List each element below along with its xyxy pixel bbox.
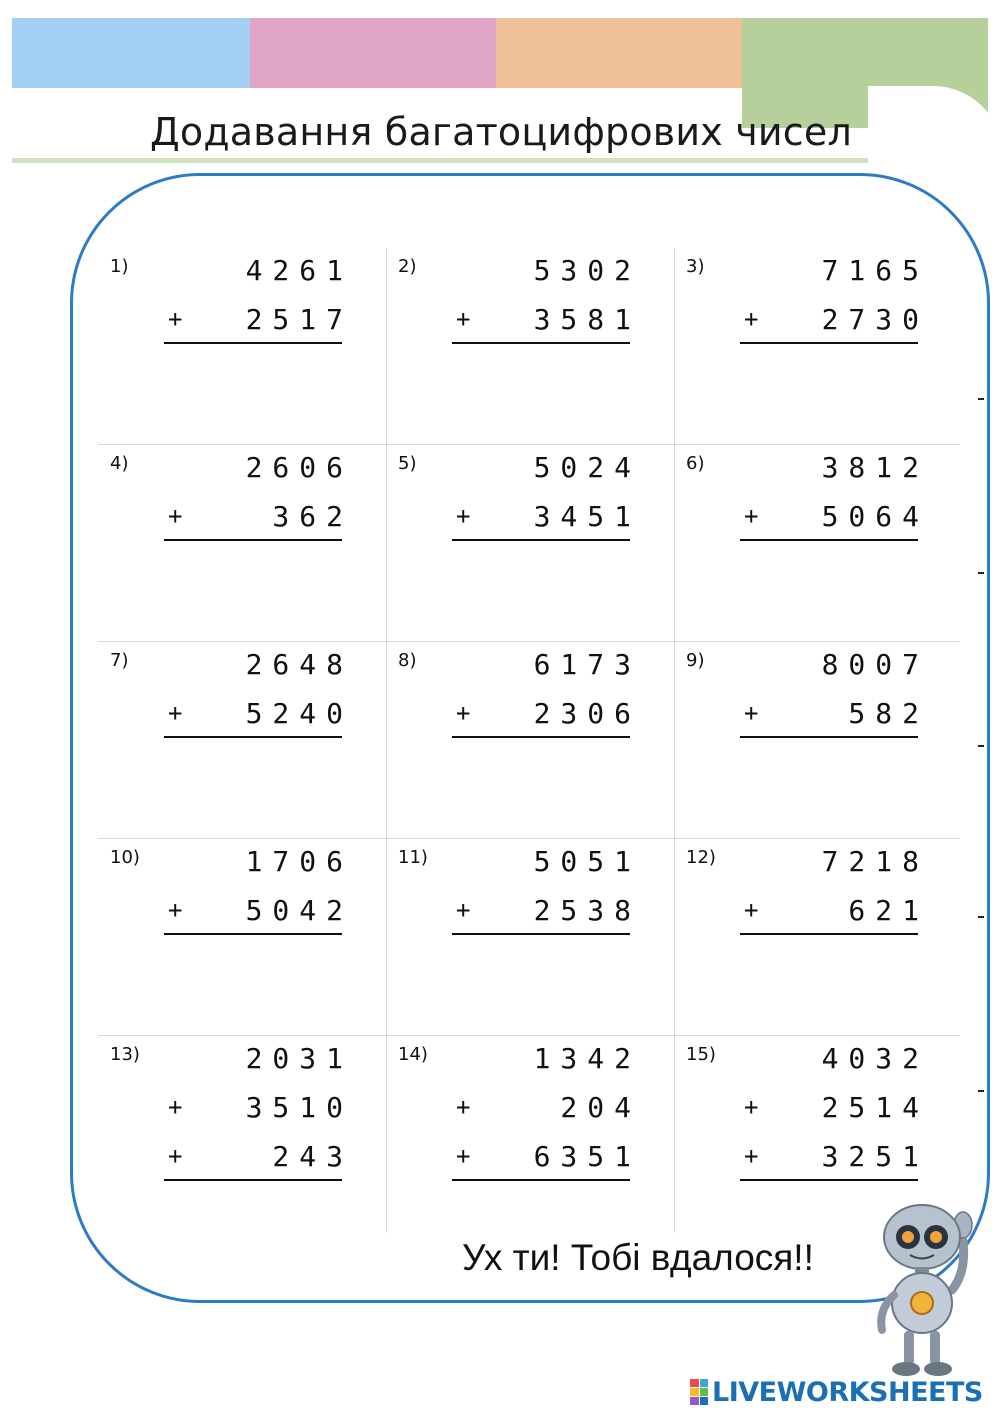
plus-sign: + bbox=[456, 502, 471, 530]
addend-first bbox=[744, 447, 929, 487]
addend-digits: 5064 bbox=[821, 499, 929, 533]
plus-sign: + bbox=[744, 1093, 759, 1121]
addend-first bbox=[168, 250, 353, 290]
plus-sign: + bbox=[744, 699, 759, 727]
sum-line bbox=[452, 933, 630, 935]
addend-digits: 2648 bbox=[245, 647, 353, 681]
addend-row bbox=[456, 1136, 641, 1176]
addend-digits: 8007 bbox=[821, 647, 929, 681]
problem-cell bbox=[98, 839, 386, 1036]
plus-sign: + bbox=[168, 1093, 183, 1121]
addend-row bbox=[744, 890, 929, 930]
problem-cell bbox=[386, 1036, 674, 1233]
addend-digits: 7165 bbox=[821, 253, 929, 287]
plus-sign: + bbox=[744, 896, 759, 924]
sum-line bbox=[164, 736, 342, 738]
addend-row bbox=[168, 693, 353, 733]
addend-digits: 7218 bbox=[821, 844, 929, 878]
plus-sign: + bbox=[744, 502, 759, 530]
problem-number: 10) bbox=[110, 847, 140, 868]
addend-first bbox=[456, 447, 641, 487]
addend-digits: 4261 bbox=[245, 253, 353, 287]
addend-digits: 5024 bbox=[533, 450, 641, 484]
addend-digits: 3510 bbox=[245, 1090, 353, 1124]
header-color-bar-orange bbox=[496, 18, 742, 88]
sum-line bbox=[740, 342, 918, 344]
addend-first bbox=[168, 447, 353, 487]
addend-row bbox=[168, 890, 353, 930]
addend-row bbox=[168, 299, 353, 339]
sum-line bbox=[740, 933, 918, 935]
problem-number: 8) bbox=[398, 650, 417, 671]
success-message: Ух ти! Тобі вдалося!! bbox=[462, 1237, 814, 1278]
problem-number: 13) bbox=[110, 1044, 140, 1065]
addend-digits: 1342 bbox=[533, 1041, 641, 1075]
addend-digits: 5302 bbox=[533, 253, 641, 287]
problem-cell bbox=[98, 248, 386, 445]
addend-digits: 3451 bbox=[533, 499, 641, 533]
problem-cell bbox=[386, 248, 674, 445]
liveworksheets-logo bbox=[690, 1375, 983, 1409]
addend-digits: 2031 bbox=[245, 1041, 353, 1075]
problem-number: 6) bbox=[686, 453, 705, 474]
problem-number: 4) bbox=[110, 453, 129, 474]
sum-line bbox=[164, 1179, 342, 1181]
addend-row bbox=[456, 693, 641, 733]
problem-cell bbox=[674, 839, 962, 1036]
sum-line bbox=[740, 1179, 918, 1181]
sum-line bbox=[452, 539, 630, 541]
addend-first bbox=[168, 644, 353, 684]
plus-sign: + bbox=[168, 502, 183, 530]
edge-tick bbox=[978, 1090, 984, 1092]
plus-sign: + bbox=[168, 1142, 183, 1170]
addend-digits: 2517 bbox=[245, 302, 353, 336]
plus-sign: + bbox=[456, 305, 471, 333]
addend-first bbox=[456, 250, 641, 290]
problem-grid bbox=[98, 248, 943, 1200]
plus-sign: + bbox=[168, 896, 183, 924]
plus-sign: + bbox=[744, 305, 759, 333]
edge-tick bbox=[978, 745, 984, 747]
edge-tick bbox=[978, 916, 984, 918]
sum-line bbox=[164, 539, 342, 541]
sum-line bbox=[164, 933, 342, 935]
addend-digits: 2514 bbox=[821, 1090, 929, 1124]
waving-robot-icon bbox=[860, 1195, 990, 1385]
addend-row bbox=[168, 1136, 353, 1176]
liveworksheets-logo-icon bbox=[690, 1379, 708, 1405]
addend-digits: 5240 bbox=[245, 696, 353, 730]
addend-row bbox=[744, 693, 929, 733]
problem-number: 2) bbox=[398, 256, 417, 277]
edge-tick bbox=[978, 572, 984, 574]
problem-cell bbox=[98, 1036, 386, 1233]
addend-row bbox=[456, 1087, 641, 1127]
sum-line bbox=[452, 1179, 630, 1181]
plus-sign: + bbox=[456, 1093, 471, 1121]
sum-line bbox=[164, 342, 342, 344]
addend-row bbox=[744, 1087, 929, 1127]
problem-number: 1) bbox=[110, 256, 129, 277]
problem-cell bbox=[386, 839, 674, 1036]
addend-first bbox=[456, 1038, 641, 1078]
addend-digits: 2306 bbox=[533, 696, 641, 730]
plus-sign: + bbox=[456, 896, 471, 924]
addend-digits: 204 bbox=[560, 1090, 641, 1124]
addend-digits: 3581 bbox=[533, 302, 641, 336]
addend-row bbox=[168, 496, 353, 536]
addend-digits: 362 bbox=[272, 499, 353, 533]
sum-line bbox=[740, 539, 918, 541]
addend-digits: 2538 bbox=[533, 893, 641, 927]
addend-row bbox=[456, 890, 641, 930]
plus-sign: + bbox=[456, 699, 471, 727]
addend-row bbox=[456, 299, 641, 339]
addend-first bbox=[744, 250, 929, 290]
addend-digits: 6173 bbox=[533, 647, 641, 681]
problem-number: 15) bbox=[686, 1044, 716, 1065]
addend-digits: 4032 bbox=[821, 1041, 929, 1075]
addend-first bbox=[744, 644, 929, 684]
addend-digits: 621 bbox=[848, 893, 929, 927]
addend-first bbox=[168, 841, 353, 881]
problem-number: 3) bbox=[686, 256, 705, 277]
addend-digits: 243 bbox=[272, 1139, 353, 1173]
addend-digits: 6351 bbox=[533, 1139, 641, 1173]
addend-first bbox=[456, 644, 641, 684]
problem-number: 12) bbox=[686, 847, 716, 868]
problem-cell bbox=[674, 642, 962, 839]
title-underline bbox=[12, 158, 987, 163]
problem-cell bbox=[386, 445, 674, 642]
header-color-bar-blue bbox=[12, 18, 250, 88]
problem-cell bbox=[98, 642, 386, 839]
addend-first bbox=[168, 1038, 353, 1078]
problem-cell bbox=[674, 248, 962, 445]
addend-digits: 1706 bbox=[245, 844, 353, 878]
header-color-bar-pink bbox=[250, 18, 496, 88]
addend-digits: 3251 bbox=[821, 1139, 929, 1173]
addend-row bbox=[744, 496, 929, 536]
problem-cell bbox=[386, 642, 674, 839]
problem-cell bbox=[674, 445, 962, 642]
problem-number: 7) bbox=[110, 650, 129, 671]
problem-number: 14) bbox=[398, 1044, 428, 1065]
liveworksheets-logo-text: LIVEWORKSHEETS bbox=[712, 1376, 983, 1408]
problem-number: 11) bbox=[398, 847, 428, 868]
plus-sign: + bbox=[456, 1142, 471, 1170]
addend-digits: 2730 bbox=[821, 302, 929, 336]
addend-digits: 3812 bbox=[821, 450, 929, 484]
sum-line bbox=[740, 736, 918, 738]
addend-digits: 2606 bbox=[245, 450, 353, 484]
addend-row bbox=[744, 299, 929, 339]
problem-number: 9) bbox=[686, 650, 705, 671]
problem-cell bbox=[98, 445, 386, 642]
addend-row bbox=[168, 1087, 353, 1127]
sum-line bbox=[452, 736, 630, 738]
plus-sign: + bbox=[168, 699, 183, 727]
plus-sign: + bbox=[168, 305, 183, 333]
addend-row bbox=[744, 1136, 929, 1176]
addend-row bbox=[456, 496, 641, 536]
sum-line bbox=[452, 342, 630, 344]
problem-number: 5) bbox=[398, 453, 417, 474]
addend-first bbox=[744, 1038, 929, 1078]
plus-sign: + bbox=[744, 1142, 759, 1170]
addend-digits: 5051 bbox=[533, 844, 641, 878]
addend-first bbox=[744, 841, 929, 881]
edge-tick bbox=[978, 398, 984, 400]
addend-digits: 582 bbox=[848, 696, 929, 730]
page-title: Додавання багатоцифрових чисел bbox=[150, 110, 852, 154]
addend-digits: 5042 bbox=[245, 893, 353, 927]
addend-first bbox=[456, 841, 641, 881]
